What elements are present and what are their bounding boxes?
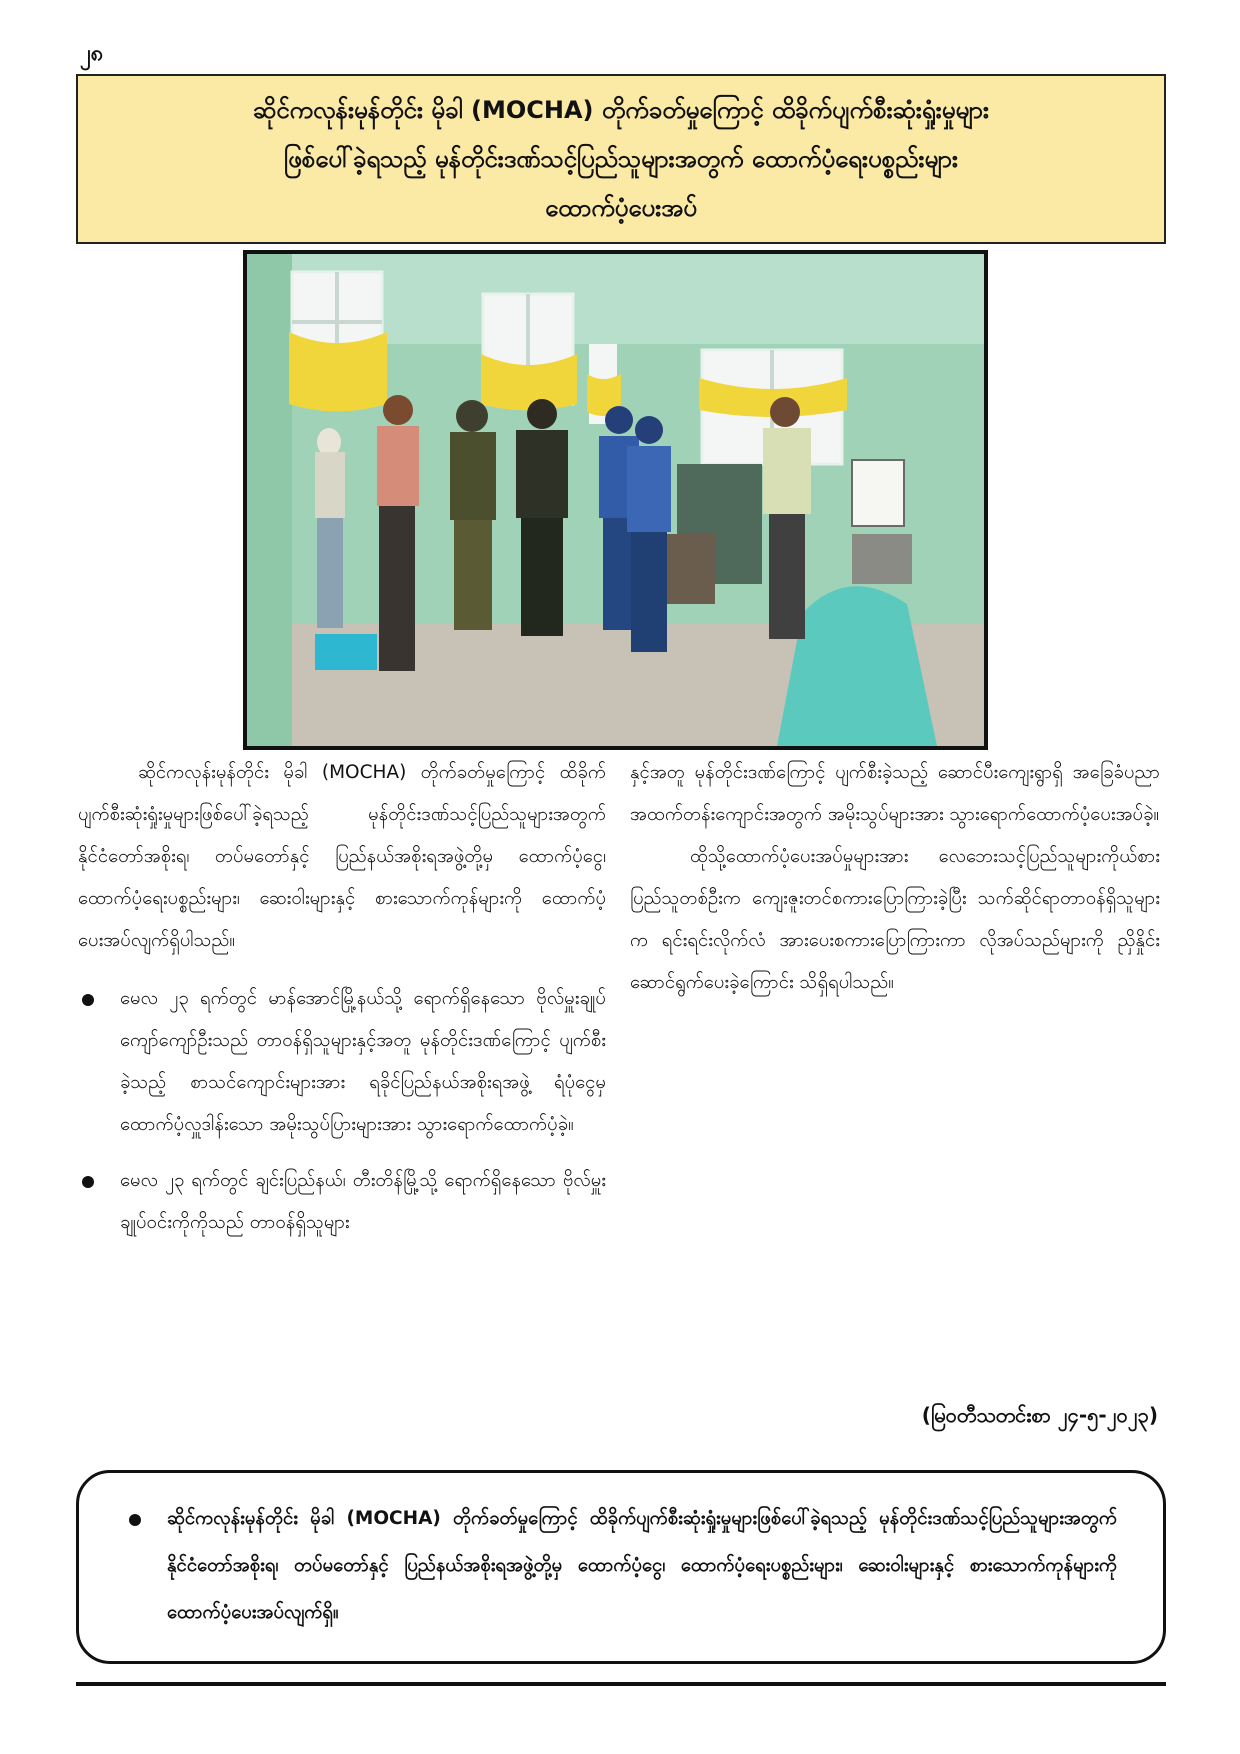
bullet-text-2: မေလ ၂၃ ရက်တွင် ချင်းပြည်နယ်၊ တီးတိန်မြို့သို့ ရောက်ရှိနေသော ဗိုလ်မှူးချုပ်ဝင်းကိုကိုသည် တာဝန်ရှိသူများ xyxy=(120,1170,606,1233)
bullet-dot xyxy=(82,994,94,1006)
summary-bullet xyxy=(129,1514,141,1526)
window-center xyxy=(481,294,577,411)
summary-item xyxy=(129,1495,1117,1636)
title-line-2: ဖြစ်ပေါ်ခဲ့ရသည့် မုန်တိုင်းဒဏ်သင့်ပြည်သူများအတွက် ထောက်ပံ့ရေးပစ္စည်းများ xyxy=(284,144,958,173)
bullet-text-1: မေလ ၂၃ ရက်တွင် မာန်အောင်မြို့နယ်သို့ ရောက်ရှိနေသော ဗိုလ်မှူးချုပ် ကျော်ကျော်ဦးသည် တာဝန်ရှိသူများနှင့်အတူ မုန်တိုင်းဒဏ်ကြောင့် ပျက်စီးခဲ့သည့် စာသင်ကျောင်းများအား ရခိုင်ပြည်နယ်အစိုးရအဖွဲ့ ရံပုံငွေမှ ထောက်ပံ့လှူဒါန်းသော အမိုးသွပ်ပြားများအား သွားရောက်ထောက်ပံ့ခဲ့။ xyxy=(120,988,606,1135)
bullet-dot xyxy=(82,1176,94,1188)
right-column xyxy=(630,752,1160,1004)
summary-box xyxy=(76,1470,1166,1664)
right-continuation: နှင့်အတူ မုန်တိုင်းဒဏ်ကြောင့် ပျက်စီးခဲ့သည့် ဆောင်ပီးကျေးရွာရှိ အခြေခံပညာအထက်တန်းကျောင်းအတွက် အမိုးသွပ်များအား သွားရောက်ထောက်ပံ့ပေးအပ်ခဲ့။ xyxy=(630,762,1160,825)
bullet-item-2 xyxy=(78,1160,606,1244)
page-number: ၂၈ xyxy=(80,41,104,66)
intro-paragraph: ဆိုင်ကလုန်းမုန်တိုင်း မိုခါ (MOCHA) တိုက်ခတ်မှုကြောင့် ထိခိုက်ပျက်စီးဆုံးရှုံးမှုများဖြစ်ပေါ်ခဲ့ရသည့် မုန်တိုင်းဒဏ်သင့်ပြည်သူများအတွက် နိုင်ငံတော်အစိုးရ၊ တပ်မတော်နှင့် ပြည်နယ်အစိုးရအဖွဲ့တို့မှ ထောက်ပံ့ငွေ၊ ထောက်ပံ့ရေးပစ္စည်းများ၊ ဆေးဝါးများနှင့် စားသောက်ကုန်များကို ထောက်ပံ့ပေးအပ်လျက်ရှိပါသည်။ xyxy=(78,762,606,951)
news-photo xyxy=(243,250,988,750)
bullet-list xyxy=(78,978,606,1244)
bottom-rule xyxy=(76,1682,1166,1686)
title-line-3: ထောက်ပံ့ပေးအပ် xyxy=(545,193,697,222)
bullet-item-1 xyxy=(78,978,606,1146)
window-left xyxy=(289,272,387,412)
title-box xyxy=(76,74,1166,244)
left-column xyxy=(78,752,606,1258)
photo-illustration xyxy=(247,254,984,746)
title-line-1: ဆိုင်ကလုန်းမုန်တိုင်း မိုခါ (MOCHA) တိုက်ခတ်မှုကြောင့် ထိခိုက်ပျက်စီးဆုံးရှုံးမှုများ xyxy=(253,95,989,124)
summary-text: ဆိုင်ကလုန်းမုန်တိုင်း မိုခါ (MOCHA) တိုက်ခတ်မှုကြောင့် ထိခိုက်ပျက်စီးဆုံးရှုံးမှုများဖြစ်ပေါ်ခဲ့ရသည့် မုန်တိုင်းဒဏ်သင့်ပြည်သူများအတွက် နိုင်ငံတော်အစိုးရ၊ တပ်မတော်နှင့် ပြည်နယ်အစိုးရအဖွဲ့တို့မှ ထောက်ပံ့ငွေ၊ ထောက်ပံ့ရေးပစ္စည်းများ၊ ဆေးဝါးများနှင့် စားသောက်ကုန်များကို ထောက်ပံ့ပေးအပ်လျက်ရှိ။ xyxy=(167,1508,1117,1623)
source-citation: (မြဝတီသတင်းစာ ၂၄-၅-၂၀၂၃) xyxy=(921,1403,1158,1427)
right-paragraph: ထိုသို့ထောက်ပံ့ပေးအပ်မှုများအား လေဘေးသင့်ပြည်သူများကိုယ်စား ပြည်သူတစ်ဦးက ကျေးဇူးတင်စကားပြောကြားခဲ့ပြီး သက်ဆိုင်ရာတာဝန်ရှိသူများက ရင်းရင်းလိုက်လံ အားပေးစကားပြောကြားကာ လိုအပ်သည်များကို ညှိနှိုင်းဆောင်ရွက်ပေးခဲ့ကြောင်း သိရှိရပါသည်။ xyxy=(630,846,1160,993)
